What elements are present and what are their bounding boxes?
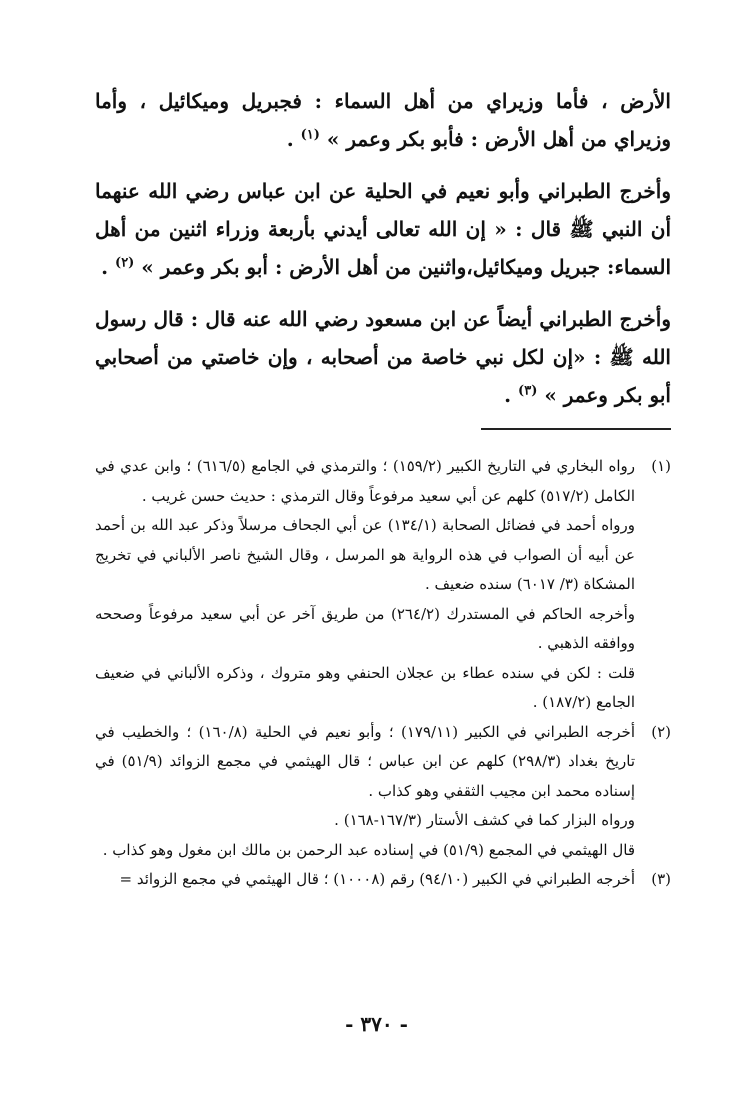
footnote-body (95, 452, 635, 718)
footnote-line: أخرجه الطبراني في الكبير (٩٤/١٠) رقم (١٠٠٠٨) ؛ قال الهيثمي في مجمع الزوائد = (119, 870, 635, 888)
footnote-2 (95, 718, 671, 866)
footnote-separator (481, 428, 671, 430)
paragraph-text: الأرض ، فأما وزيراي من أهل السماء : فجبريل وميكائيل ، وأما وزيراي من أهل الأرض : فأبو بكر وعمر » (95, 89, 671, 151)
page-number: - ٣٧٠ - (345, 1012, 408, 1036)
footnote-number: (٢) (651, 722, 671, 741)
footnote-ref: (٢) (115, 255, 135, 271)
footnote-line: قال الهيثمي في المجمع (٥١/٩) في إسناده عبد الرحمن بن مالك ابن مغول وهو كذاب . (102, 840, 635, 859)
footnote-ref: (٣) (518, 383, 538, 399)
footnote-body (95, 718, 635, 866)
paragraph-2: وأخرج الطبراني وأبو نعيم في الحلية عن ابن عباس رضي الله عنهما أن النبي ﷺ قال : « إن الله تعالى أيدني بأربعة وزراء اثنين من أهل السماء: جبريل وميكائيل،واثنين من أهل الأرض : أبو بكر وعمر » $^{(٢)}$ . (95, 179, 671, 279)
footnotes (95, 452, 671, 895)
paragraph-3: وأخرج الطبراني أيضاً عن ابن مسعود رضي الله عنه قال : قال رسول الله ﷺ : «إن لكل نبي خاصة من أصحابه ، وإن خاصتي من أصحابي أبو بكر وعمر » $^{(٣)}$ . (95, 307, 671, 407)
footnote-line: وأخرجه الحاكم في المستدرك (٢٦٤/٢) من طريق آخر عن أبي سعيد مرفوعاً وصححه ووافقه الذهبي . (95, 604, 635, 652)
footnote-1 (95, 452, 671, 718)
footnote-line: ورواه البزار كما في كشف الأستار (١٦٧/٣-١٦٨) . (334, 811, 635, 829)
footnote-ref: (١) (300, 127, 320, 143)
footnote-number: (٣) (651, 870, 671, 888)
footnote-line: أخرجه الطبراني في الكبير (١٧٩/١١) ؛ وأبو نعيم في الحلية (١٦٠/٨) ؛ والخطيب في تاريخ بغداد (٢٩٨/٣) كلهم عن ابن عباس ؛ قال الهيثمي في مجمع الزوائد (٥١/٩) في إسناده محمد ابن مجيب الثقفي وهو كذاب . (95, 722, 636, 800)
footnote-number: (١) (651, 457, 671, 475)
paragraph-text: وأخرج الطبراني أيضاً عن ابن مسعود رضي الله عنه قال : قال رسول الله ﷺ : «إن لكل نبي خاصة من أصحابه ، وإن خاصتي من أصحابي أبو بكر وعمر » (95, 307, 671, 407)
footnote-line: قلت : لكن في سنده عطاء بن عجلان الحنفي وهو متروك ، وذكره الألباني في ضعيف الجامع (١٨٧/٢) . (95, 663, 635, 711)
footnote-line: ورواه أحمد في فضائل الصحابة (١٣٤/١) عن أبي الجحاف مرسلاً وذكر عبد الله بن أحمد عن أبيه أن الصواب في هذه الرواية هو المرسل ، وقال الشيخ ناصر الألباني في تخريج المشكاة (٣/ ٦٠١٧) سنده ضعيف . (95, 516, 636, 593)
footnote-3 (95, 865, 671, 895)
main-text (95, 82, 671, 428)
paragraph-1: الأرض ، فأما وزيراي من أهل السماء : فجبريل وميكائيل ، وأما وزيراي من أهل الأرض : فأبو بكر وعمر » $^{(١)}$ . (95, 89, 671, 151)
paragraph-text: وأخرج الطبراني وأبو نعيم في الحلية عن ابن عباس رضي الله عنهما أن النبي ﷺ قال : « إن الله تعالى أيدني بأربعة وزراء اثنين من أهل السماء: جبريل وميكائيل،واثنين من أهل الأرض : أبو بكر وعمر » (95, 179, 671, 279)
footnote-line: رواه البخاري في التاريخ الكبير (١٥٩/٢) ؛ والترمذي في الجامع (٦١٦/٥) ؛ وابن عدي في الكامل (٥١٧/٢) كلهم عن أبي سعيد مرفوعاً وقال الترمذي : حديث حسن غريب . (95, 457, 635, 505)
footnote-body (95, 865, 635, 895)
